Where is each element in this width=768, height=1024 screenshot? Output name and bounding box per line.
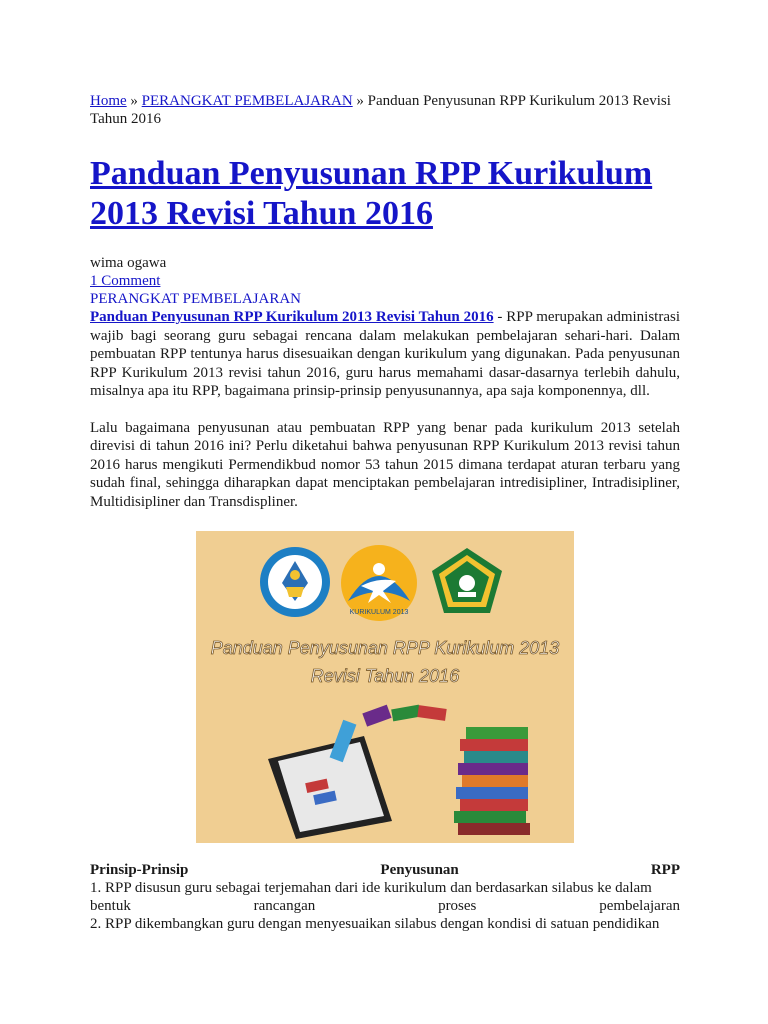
breadcrumb-home-link[interactable]: Home <box>90 93 127 109</box>
breadcrumb-category-link[interactable]: PERANGKAT PEMBELAJARAN <box>141 93 353 109</box>
list-item-continuation <box>90 897 680 915</box>
list-word: rancangan <box>253 898 316 914</box>
tut-wuri-handayani-logo-icon <box>260 547 330 617</box>
article-content <box>90 92 680 933</box>
list-item <box>90 879 680 915</box>
page-title[interactable] <box>90 154 680 234</box>
breadcrumb-separator: » <box>130 93 138 109</box>
author-name: wima ogawa <box>90 255 167 271</box>
post-meta <box>90 254 680 308</box>
breadcrumb <box>90 92 680 128</box>
section-heading-word: Penyusunan <box>380 862 459 878</box>
section-heading-word: RPP <box>650 862 680 878</box>
intro-text: - RPP merupakan administrasi wajib bagi seorang guru sebagai rencana dalam melakukan pembelajaran sehari-hari. Dalam pembuatan RPP tentunya harus disesuaikan dengan kurikulum yang digunakan. Pada penyusunan RPP Kurikulum 2013 revisi tahun 2016, guru harus memahami dasar-dasarnya terlebih dahulu, misalnya apa itu RPP, bagaimana prinsip-prinsip penyusunannya, apa saja komponennya, dll. <box>90 309 680 399</box>
image-caption-line2: Revisi Tahun 2016 <box>310 666 460 686</box>
list-item <box>90 915 680 933</box>
section-heading-word: Prinsip-Prinsip <box>90 862 189 878</box>
intro-paragraph <box>90 308 680 401</box>
intro-title-link[interactable]: Panduan Penyusunan RPP Kurikulum 2013 Revisi Tahun 2016 <box>90 309 494 325</box>
article-image <box>196 531 574 843</box>
image-caption-line1: Panduan Penyusunan RPP Kurikulum 2013 <box>210 638 560 658</box>
body-paragraph: Lalu bagaimana penyusunan atau pembuatan RPP yang benar pada kurikulum 2013 setelah direvisi di tahun 2016 ini? Perlu diketahui bahwa penyusunan RPP Kurikulum 2013 revisi tahun 2016 harus mengikuti Permendikbud nomor 53 tahun 2015 dimana terdapat aturan terbaru yang sudah final, sehingga diharapkan dapat menciptakan pembelajaran intredisipliner, Intradisipliner, Multidisipliner dan Transdispliner. <box>90 419 680 510</box>
kurikulum-logo-label: KURIKULUM 2013 <box>349 609 409 616</box>
list-item-text: 2. RPP dikembangkan guru dengan menyesuaikan silabus dengan kondisi di satuan pendidikan <box>90 916 660 932</box>
kurikulum-2013-logo-icon <box>341 545 417 621</box>
list-word: proses <box>438 898 477 914</box>
page-title-text[interactable]: Panduan Penyusunan RPP Kurikulum 2013 Revisi Tahun 2016 <box>90 155 653 232</box>
section-heading <box>90 861 680 879</box>
breadcrumb-current: Panduan Penyusunan RPP Kurikulum 2013 Revisi Tahun 2016 <box>90 93 671 127</box>
list-word: bentuk <box>90 898 131 914</box>
list-item-text: 1. RPP disusun guru sebagai terjemahan dari ide kurikulum dan berdasarkan silabus ke dalam <box>90 880 652 896</box>
list-word: pembelajaran <box>599 898 680 914</box>
book-stack-icon <box>454 727 530 835</box>
breadcrumb-separator: » <box>356 93 364 109</box>
comments-link[interactable]: 1 Comment <box>90 273 161 289</box>
category-link[interactable]: PERANGKAT PEMBELAJARAN <box>90 291 301 307</box>
